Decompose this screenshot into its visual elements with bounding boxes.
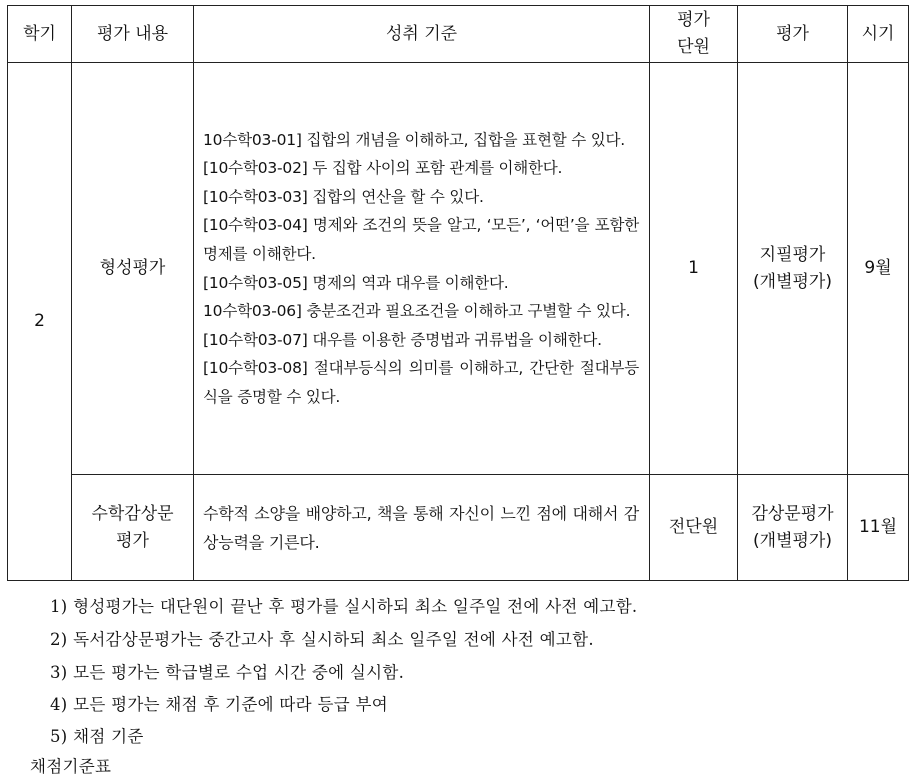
evaluation-line1: 지필평가 bbox=[759, 244, 826, 265]
criteria-item: [10수학03-08] 절대부등식의 의미를 이해하고, 간단한 절대부등식을 증명할 수 있다. bbox=[203, 359, 639, 406]
criteria-cell bbox=[194, 63, 650, 475]
content-cell bbox=[72, 475, 194, 581]
criteria-text: 수학적 소양을 배양하고, 책을 통해 자신이 느낀 점에 대해서 감상능력을 기른다. bbox=[203, 503, 639, 552]
table-row bbox=[8, 475, 909, 581]
criteria-item: [10수학03-03] 집합의 연산을 할 수 있다. bbox=[203, 187, 484, 206]
table-header-row bbox=[8, 6, 909, 63]
criteria-item: [10수학03-02] 두 집합 사이의 포함 관계를 이해한다. bbox=[203, 159, 563, 178]
criteria-item: [10수학03-05] 명제의 역과 대우를 이해한다. bbox=[203, 273, 509, 292]
note-item: 3) 모든 평가는 학급별로 수업 시간 중에 실시함. bbox=[50, 663, 405, 682]
criteria-item: 10수학03-01] 집합의 개념을 이해하고, 집합을 표현할 수 있다. bbox=[203, 130, 625, 149]
header-criteria: 성취 기준 bbox=[194, 6, 650, 63]
header-evaluation: 평가 bbox=[738, 6, 848, 63]
evaluation-line1: 감상문평가 bbox=[751, 503, 834, 524]
note-item: 5) 채점 기준 bbox=[50, 727, 144, 746]
assessment-plan-table bbox=[7, 5, 909, 581]
header-timing: 시기 bbox=[848, 6, 909, 63]
note-item: 4) 모든 평가는 채점 후 기준에 따라 등급 부여 bbox=[50, 695, 388, 714]
unit-cell: 1 bbox=[650, 63, 738, 475]
table-row bbox=[8, 63, 909, 475]
header-unit-line2: 단원 bbox=[677, 37, 710, 57]
timing-cell: 11월 bbox=[848, 475, 909, 581]
evaluation-line2: (개별평가) bbox=[753, 530, 832, 551]
timing-cell: 9월 bbox=[848, 63, 909, 475]
evaluation-cell bbox=[738, 63, 848, 475]
note-item: 1) 형성평가는 대단원이 끝난 후 평가를 실시하되 최소 일주일 전에 사전 예고함. bbox=[50, 597, 638, 616]
unit-cell: 전단원 bbox=[650, 475, 738, 581]
criteria-cell bbox=[194, 475, 650, 581]
content-line2: 평가 bbox=[116, 530, 149, 551]
semester-cell: 2 bbox=[8, 63, 72, 581]
criteria-item: [10수학03-04] 명제와 조건의 뜻을 알고, ‘모든’, ‘어떤’을 포함한 명제를 이해한다. bbox=[203, 216, 639, 263]
header-unit-line1: 평가 bbox=[677, 10, 710, 30]
header-content: 평가 내용 bbox=[72, 6, 194, 63]
scoring-table-caption: 채점기준표 bbox=[30, 757, 112, 776]
criteria-item: [10수학03-07] 대우를 이용한 증명법과 귀류법을 이해한다. bbox=[203, 330, 602, 349]
content-cell: 형성평가 bbox=[72, 63, 194, 475]
evaluation-line2: (개별평가) bbox=[753, 271, 832, 292]
header-unit bbox=[650, 6, 738, 63]
evaluation-cell bbox=[738, 475, 848, 581]
header-semester: 학기 bbox=[8, 6, 72, 63]
criteria-item: 10수학03-06] 충분조건과 필요조건을 이해하고 구별할 수 있다. bbox=[203, 302, 631, 321]
content-line1: 수학감상문 bbox=[91, 503, 174, 524]
note-item: 2) 독서감상문평가는 중간고사 후 실시하되 최소 일주일 전에 사전 예고함. bbox=[50, 630, 594, 649]
